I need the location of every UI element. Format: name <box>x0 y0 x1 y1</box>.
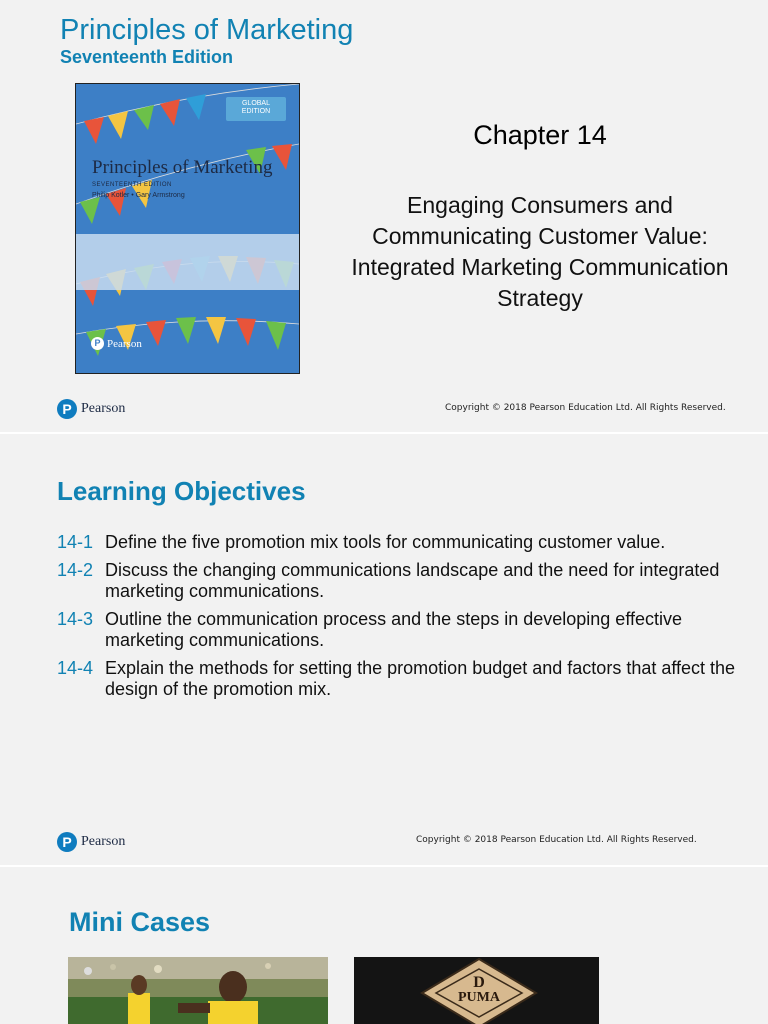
objectives-list <box>57 532 747 707</box>
mini-case-photo-puma <box>354 957 599 1024</box>
global-edition-badge <box>226 97 286 121</box>
pearson-logo-icon: P <box>91 337 104 350</box>
svg-text:PUMA: PUMA <box>458 990 500 1005</box>
objective-item <box>57 609 747 651</box>
pearson-logo-icon: P <box>57 832 77 852</box>
objective-text: Discuss the changing communications landscape and the need for integrated marketing communications. <box>105 560 720 601</box>
chapter-title: Engaging Consumers and Communicating Customer Value: Integrated Marketing Communication Strategy <box>351 192 729 311</box>
book-cover <box>75 83 300 374</box>
slide-title <box>0 0 768 432</box>
objective-text: Explain the methods for setting the promotion budget and factors that affect the design of the promotion mix. <box>105 658 736 699</box>
puma-sign-image <box>354 957 599 1024</box>
footer-pearson-logo <box>57 399 125 419</box>
footer-brand-name: Pearson <box>81 834 126 849</box>
cover-edition-label: SEVENTEENTH EDITION <box>92 182 172 188</box>
book-edition: Seventeenth Edition <box>60 47 234 67</box>
slide-mini-cases <box>0 867 768 1024</box>
slide-heading: Mini Cases <box>69 907 211 937</box>
cover-publisher-name: Pearson <box>107 337 142 350</box>
mini-case-photo-athlete <box>68 957 328 1024</box>
cover-title-band <box>76 234 299 290</box>
objective-number: 14-1 <box>57 532 94 552</box>
slide-heading: Learning Objectives <box>57 476 306 506</box>
objective-number: 14-3 <box>57 609 94 629</box>
cover-authors: Philip Kotler • Gary Armstrong <box>92 192 185 199</box>
chapter-number: Chapter 14 <box>473 120 607 150</box>
badge-line1: GLOBAL <box>241 100 270 107</box>
objective-text: Outline the communication process and the steps in developing effective marketing communications. <box>105 609 683 650</box>
objective-item <box>57 560 747 602</box>
cover-publisher-logo <box>91 337 142 350</box>
pearson-logo-icon: P <box>57 399 77 419</box>
objective-item <box>57 532 747 553</box>
objective-item <box>57 658 747 700</box>
footer-pearson-logo <box>57 832 125 852</box>
stadium-photo-image <box>68 957 328 1024</box>
objective-number: 14-2 <box>57 560 94 580</box>
footer-brand-name: Pearson <box>81 401 126 416</box>
svg-text:D: D <box>473 974 485 991</box>
copyright-notice: Copyright © 2018 Pearson Education Ltd. All Rights Reserved. <box>445 403 726 413</box>
cover-title: Principles of Marketing <box>92 157 273 178</box>
slide-learning-objectives <box>0 434 768 865</box>
book-title: Principles of Marketing <box>60 14 354 46</box>
copyright-notice: Copyright © 2018 Pearson Education Ltd. All Rights Reserved. <box>416 835 697 845</box>
objective-number: 14-4 <box>57 658 94 678</box>
objective-text: Define the five promotion mix tools for communicating customer value. <box>105 532 666 552</box>
bunting-flags-image <box>76 84 299 373</box>
badge-line2: EDITION <box>241 108 271 115</box>
